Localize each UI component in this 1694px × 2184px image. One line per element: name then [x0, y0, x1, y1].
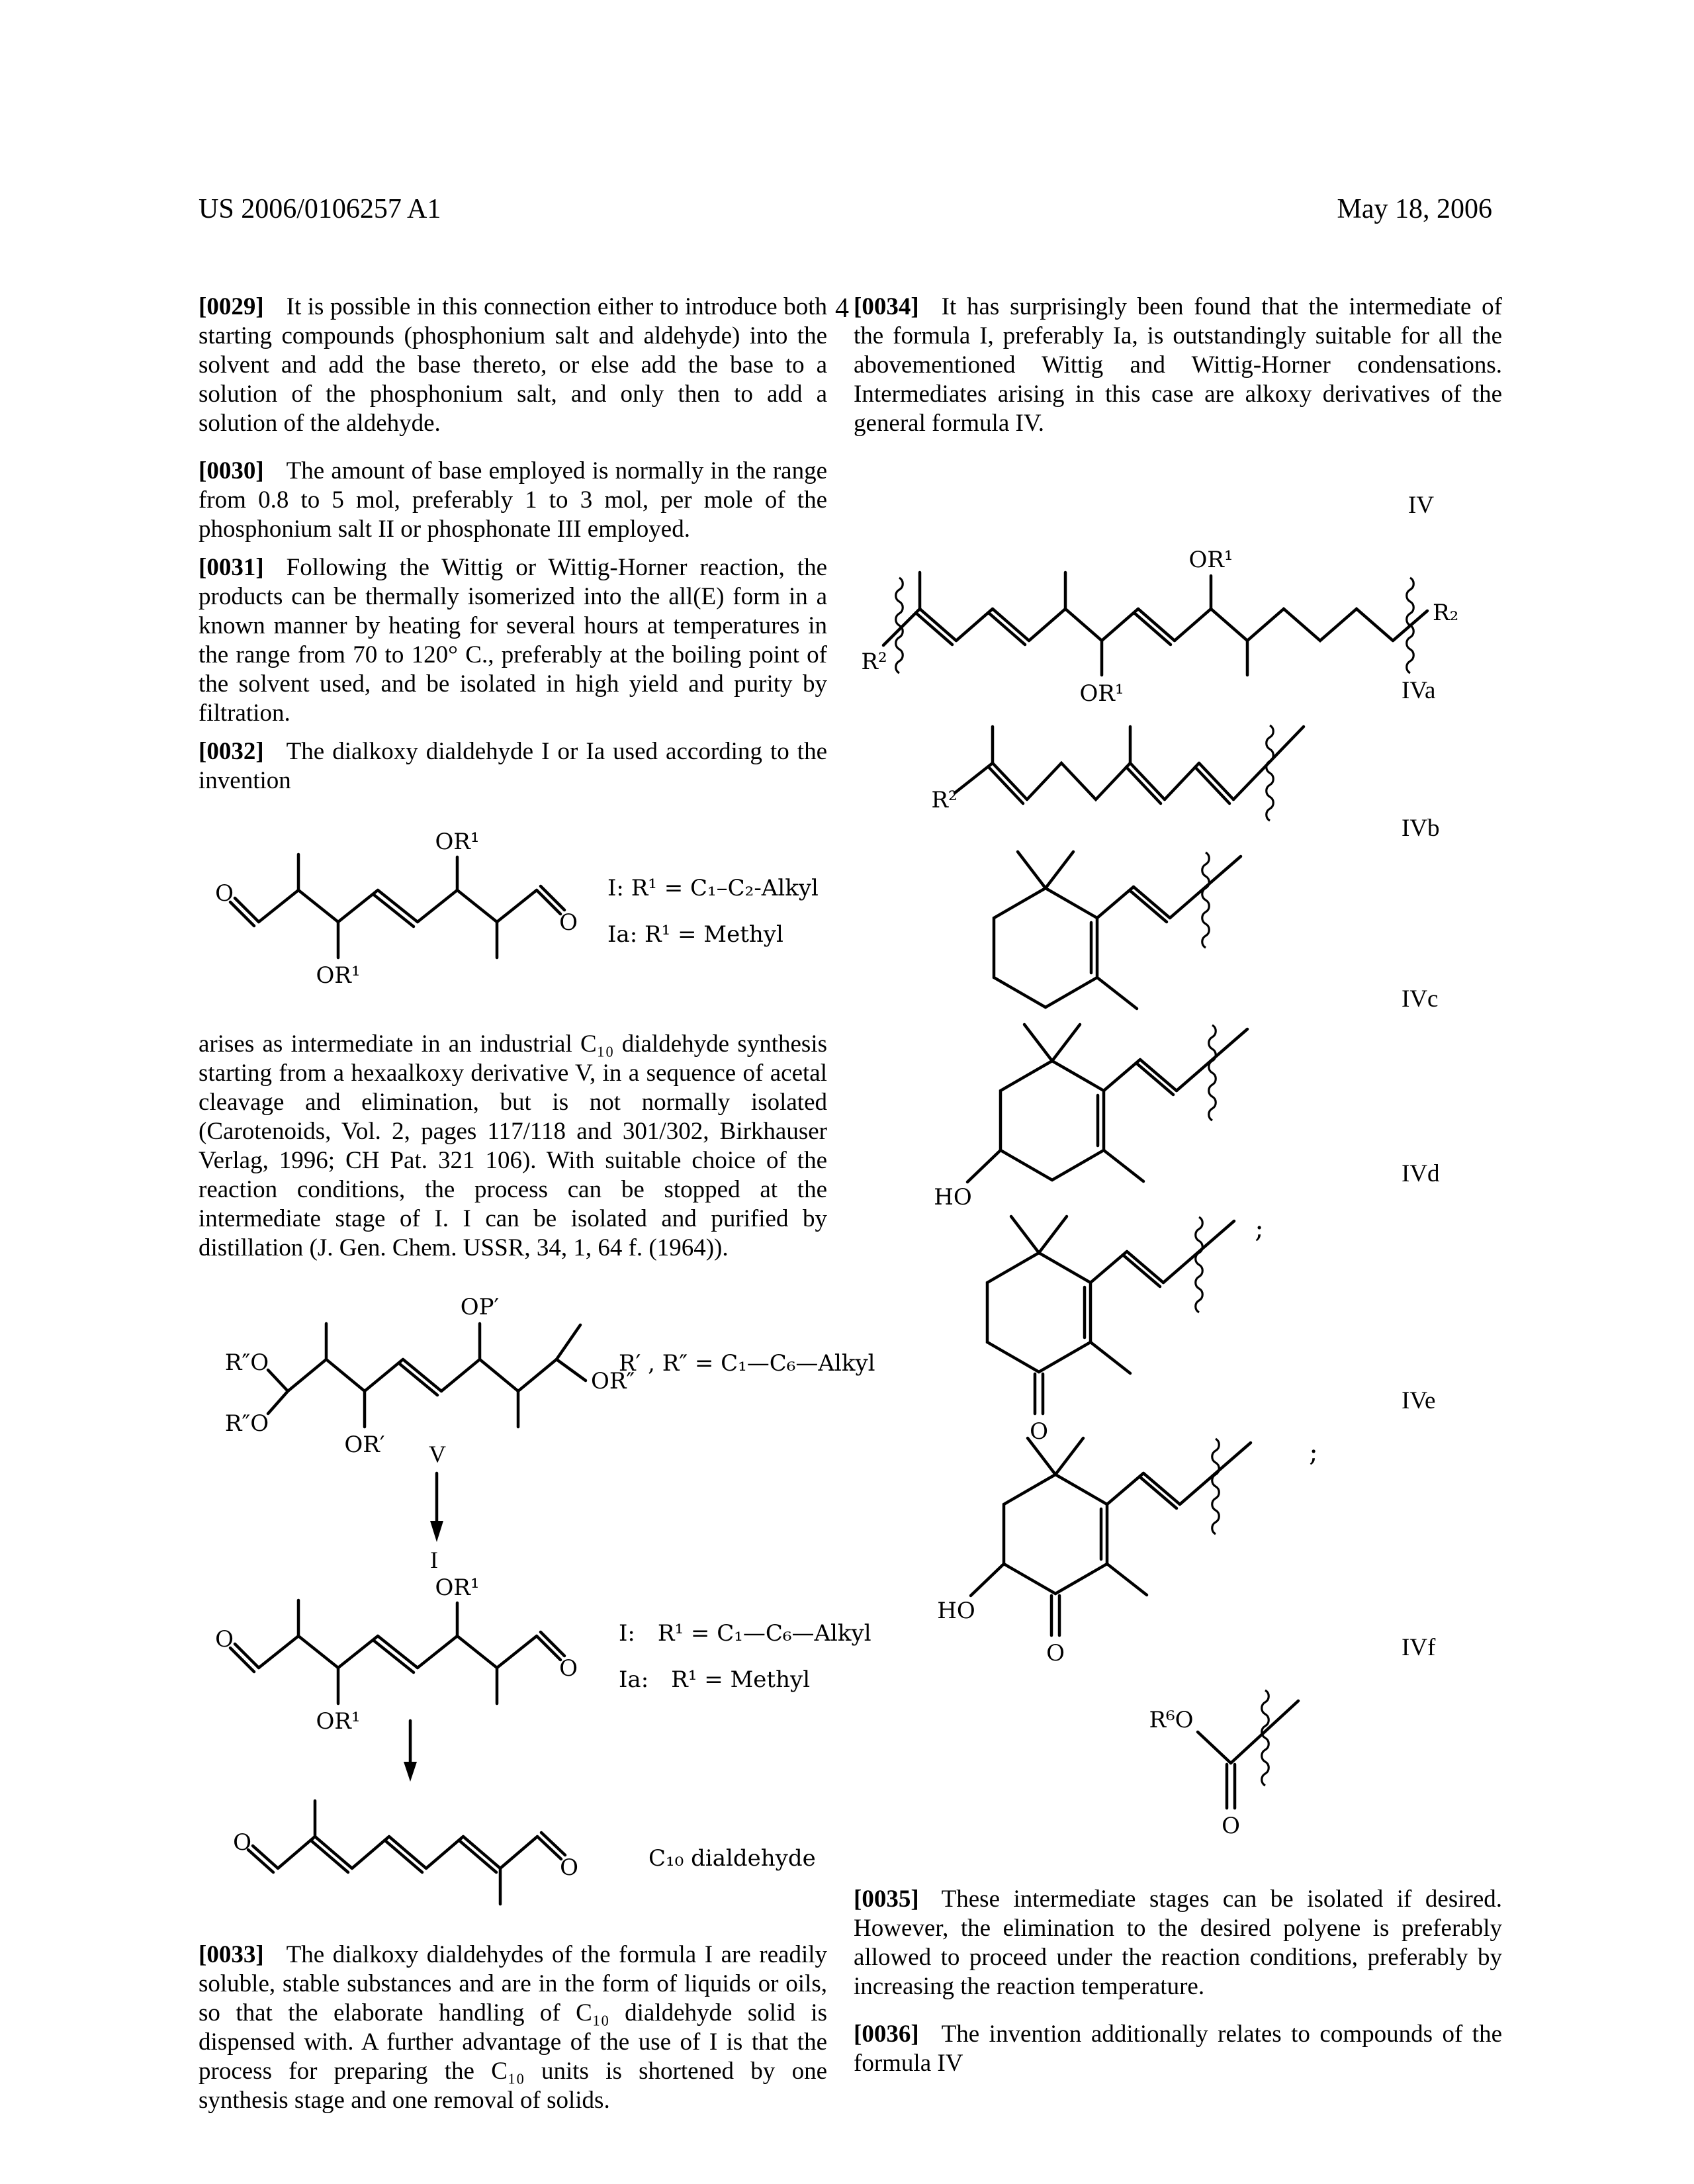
- paragraph-number: [0032]: [199, 738, 264, 765]
- oxygen-label: O: [559, 1655, 578, 1682]
- formula-IVd-tag: IVd: [1402, 1160, 1440, 1187]
- formula-V-tag: V: [429, 1441, 446, 1467]
- paragraph-text: It is possible in this connection either to introduce both starting compounds (phosphonium salt and aldehyde) into the solvent and add the base thereto, or else add the base to a solution of the phosphonium salt, and only then to add a solution of the aldehyde.: [199, 293, 827, 437]
- c10-dialdehyde-label: C₁₀ dialdehyde: [648, 1845, 816, 1872]
- formula-IVc-tag: IVc: [1402, 985, 1439, 1013]
- or1-label: OR¹: [1188, 547, 1233, 573]
- orpp-label: OR″: [591, 1368, 635, 1394]
- formula-IVf-tag: IVf: [1402, 1634, 1436, 1661]
- paragraph-0030: [199, 457, 827, 544]
- opp-label: OP′: [460, 1294, 500, 1320]
- paragraph-number: [0031]: [199, 554, 264, 581]
- oxygen-label: O: [559, 909, 578, 936]
- hydroxyl-label: HO: [937, 1598, 975, 1624]
- bond-skeleton: [1198, 1701, 1298, 1808]
- formula-I-tag: I: [430, 1547, 438, 1573]
- paragraph-number: [0034]: [854, 293, 919, 320]
- or1-label: OR¹: [316, 1708, 361, 1735]
- squiggle-bond: [1267, 725, 1274, 821]
- or1-label: OR¹: [435, 829, 480, 855]
- formula-IVe-tag: IVe: [1402, 1387, 1436, 1414]
- paragraph-text: These intermediate stages can be isolated if desired. However, the elimination to the desired polyene is preferably allowed to proceed under the reaction conditions, preferably by increasing the reaction temperature.: [854, 1886, 1502, 2000]
- paragraph-number: [0035]: [854, 1886, 919, 1913]
- paragraph-arises: [199, 1030, 827, 1263]
- r2-left-label: R²: [861, 649, 887, 675]
- oxygen-label: O: [1222, 1813, 1240, 1839]
- bond-skeleton: [883, 572, 1427, 675]
- formula-IV-tag: IV: [1408, 492, 1435, 519]
- squiggle-bond: [1212, 1439, 1220, 1534]
- bond-skeleton: [230, 854, 564, 958]
- bond-skeleton: [987, 1216, 1234, 1414]
- formula-I-definition-2: I: R¹ = C₁—C₆—Alkyl: [619, 1620, 871, 1647]
- hydroxyl-label: HO: [934, 1184, 972, 1210]
- paragraph-number: [0036]: [854, 2021, 919, 2048]
- bond-skeleton: [248, 1801, 565, 1904]
- or1-label: OR¹: [1079, 680, 1124, 707]
- structure-formula-I-first: [208, 824, 632, 996]
- oxygen-label: O: [1030, 1418, 1048, 1445]
- r6o-label: R⁶O: [1149, 1707, 1194, 1733]
- paragraph-text: The amount of base employed is normally in the range from 0.8 to 5 mol, preferably 1 to 3 mol, per mole of the phosphonium salt II or phosphonate III employed.: [199, 457, 827, 543]
- formula-IVb-tag: IVb: [1402, 815, 1440, 842]
- structure-formula-IVf: [1125, 1676, 1350, 1841]
- paragraph-0034: [854, 293, 1502, 438]
- rppo-label: R″O: [224, 1349, 269, 1376]
- bond-skeleton: [955, 727, 1304, 803]
- formula-V-definition: R′ , R″ = C₁—C₆—Alkyl: [619, 1350, 875, 1377]
- or1-label: OR¹: [316, 962, 361, 989]
- doc-date: May 18, 2006: [1337, 194, 1492, 224]
- oxygen-label: O: [215, 880, 234, 907]
- paragraph-text: It has surprisingly been found that the intermediate of the formula I, preferably Ia, is outstandingly suitable for all the abovementioned Wittig and Wittig-Horner condensations. Intermediates arising in this case are alkoxy derivatives of the general formula IV.: [854, 293, 1502, 437]
- squiggle-bond: [1202, 852, 1210, 948]
- doc-number: US 2006/0106257 A1: [199, 194, 441, 224]
- structure-formula-IVd: [930, 1203, 1327, 1455]
- reaction-arrow-down: [424, 1471, 450, 1543]
- paragraph-number: [0030]: [199, 457, 264, 484]
- bond-skeleton: [967, 1024, 1247, 1182]
- r2-label: R²: [931, 787, 958, 813]
- paragraph-text: The dialkoxy dialdehyde I or Ia used according to the invention: [199, 738, 827, 794]
- semicolon: ;: [1309, 1437, 1318, 1468]
- orp-label: OR′: [344, 1432, 385, 1458]
- oxygen-label: O: [215, 1626, 234, 1653]
- formula-I-definition-1: I: R¹ = C₁–C₂-Alkyl: [607, 875, 819, 901]
- paragraph-0029: [199, 293, 827, 438]
- paragraph-number: [0033]: [199, 1941, 264, 1968]
- formula-Ia-definition-1: Ia: R¹ = Methyl: [607, 921, 783, 948]
- paragraph-text: arises as intermediate in an industrial C₁₀ dialdehyde synthesis starting from a hexaalkoxy derivative V, in a sequence of acetal cleavage and elimination, but is not normally isolated (Carotenoids, Vol. 2, pages 117/118 and 301/302, Birkhauser Verlag, 1996; CH Pat. 321 106). With suitable choice of the reaction conditions, the process can be stopped at the intermediate stage of I. I can be isolated and purified by distillation (J. Gen. Chem. USSR, 34, 1, 64 f. (1964)).: [199, 1030, 827, 1261]
- formula-IVa-tag: IVa: [1402, 677, 1436, 704]
- structure-formula-I-second: [208, 1570, 632, 1742]
- formula-Ia-definition-2: Ia: R¹ = Methyl: [619, 1666, 811, 1693]
- paragraph-0032: [199, 737, 827, 796]
- paragraph-text: The invention additionally relates to compounds of the formula IV: [854, 2021, 1502, 2077]
- bond-skeleton: [971, 1438, 1251, 1635]
- paragraph-text: The dialkoxy dialdehydes of the formula I are readily soluble, stable substances and are in the form of liquids or oils, so that the elaborate handling of C₁₀ dialdehyde solid is dispensed with. A further advantage of the use of I is that the process for preparing the C₁₀ units is shortened by one synthesis stage and one removal of solids.: [199, 1941, 827, 2114]
- paragraph-number: [0029]: [199, 293, 264, 320]
- reaction-arrow-down: [397, 1718, 424, 1784]
- squiggle-bond: [1209, 1025, 1216, 1120]
- squiggle-bond: [1262, 1690, 1269, 1786]
- bond-skeleton: [230, 1600, 564, 1704]
- semicolon: ;: [1255, 1214, 1264, 1244]
- squiggle-bond: [1196, 1217, 1203, 1312]
- structure-formula-IVe: [923, 1422, 1333, 1686]
- paragraph-0031: [199, 553, 827, 728]
- rppo-label: R″O: [224, 1410, 269, 1437]
- paragraph-0035: [854, 1885, 1502, 2001]
- paragraph-0036: [854, 2020, 1502, 2078]
- oxygen-label: O: [560, 1854, 578, 1881]
- paragraph-0033: [199, 1940, 827, 2115]
- bond-skeleton: [268, 1324, 586, 1427]
- page-number: 4: [835, 293, 849, 324]
- r2-right-label: R₂: [1433, 600, 1459, 626]
- oxygen-label: O: [233, 1829, 251, 1856]
- oxygen-label: O: [1046, 1640, 1065, 1666]
- structure-c10-dialdehyde: [225, 1784, 688, 1942]
- paragraph-text: Following the Wittig or Wittig-Horner reaction, the products can be thermally isomerized into the all(E) form in a known manner by heating for several hours at temperatures in the range from 70 to 120° C., preferably at the boiling point of the solvent used, and be isolated in high yield and purity by filtration.: [199, 554, 827, 727]
- or1-label: OR¹: [435, 1574, 480, 1601]
